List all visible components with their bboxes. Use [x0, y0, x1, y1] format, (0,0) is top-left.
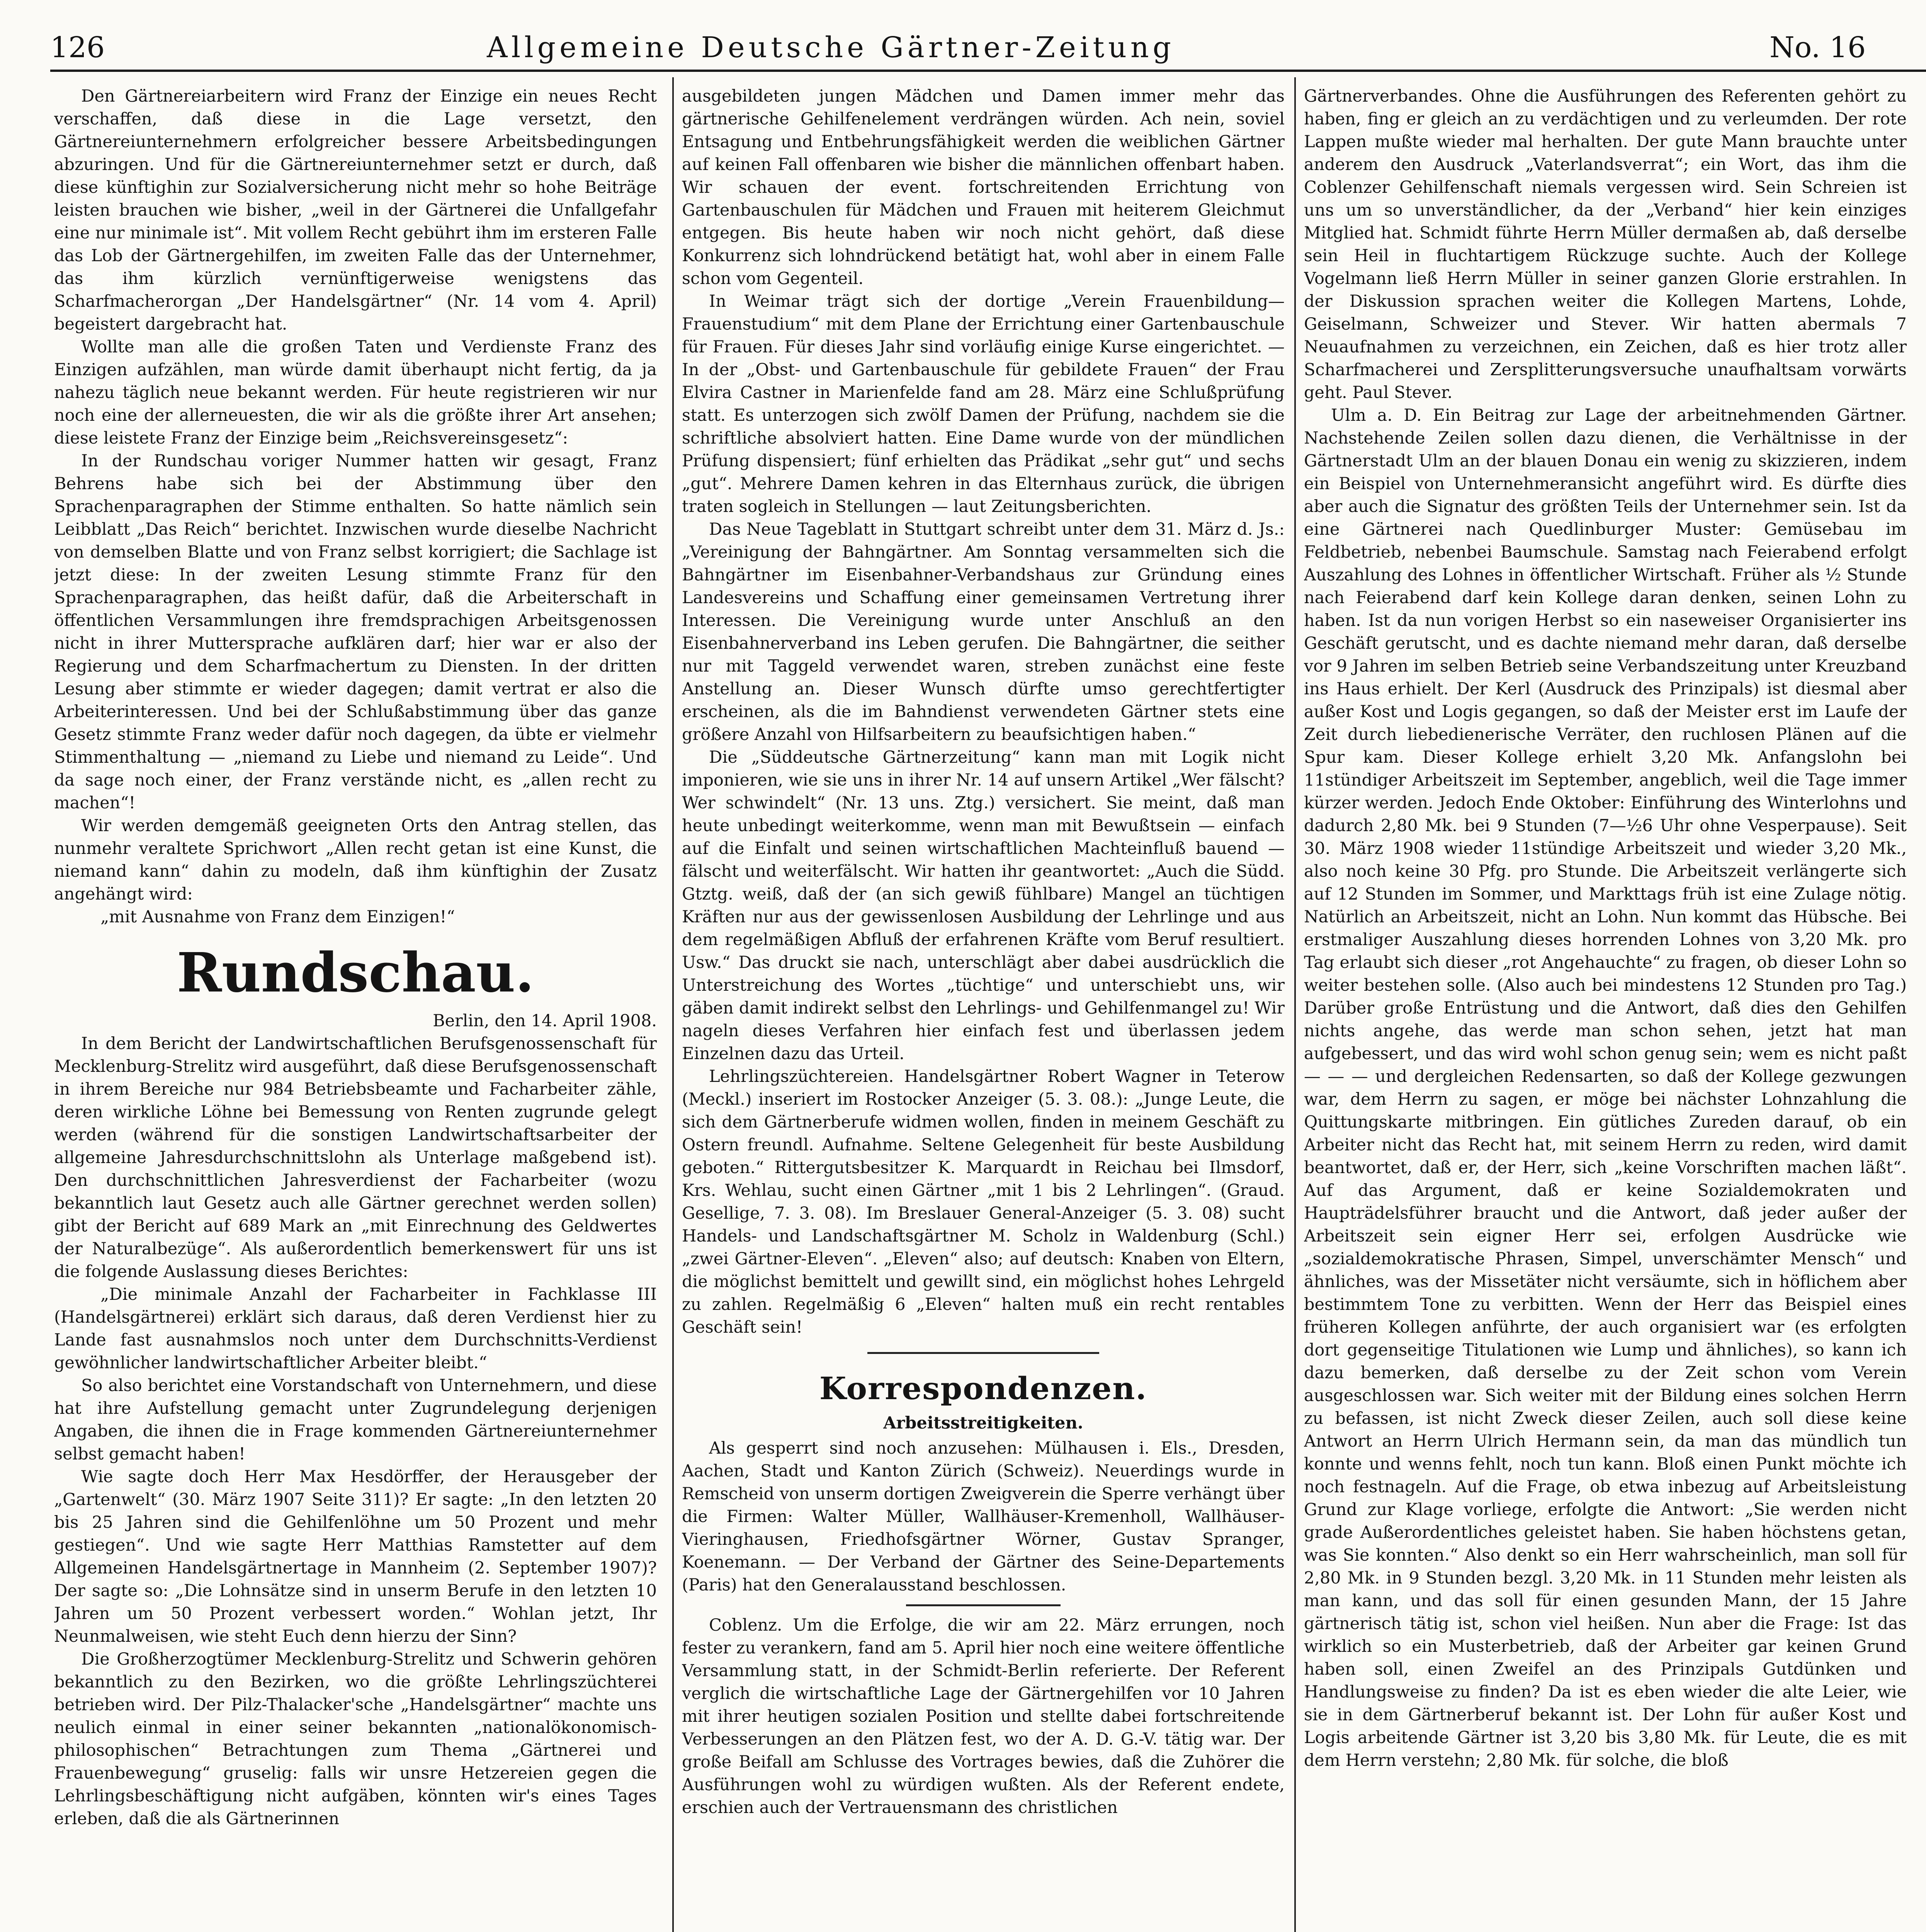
paragraph: Die „Süddeutsche Gärtnerzeitung“ kann man mit Logik nicht imponieren, wie sie uns in ihrer Nr. 14 auf unsern Artikel „Wer fälscht? Wer schwindelt“ (Nr. 13 uns. Ztg.) versichert. Sie meint, daß man heute unbedingt weiterkomme, wenn man mit Bewußtsein — einfach auf die Einfalt und seinen wirtschaftlichen Machteinfluß bauend — fälscht und weiterfälscht. Wir hatten ihr geantwortet: „Auch die Südd. Gtztg. weiß, daß der (an sich gewiß fühlbare) Mangel an tüchtigen Kräften nur aus der gewissenlosen Ausbildung der Lehrlinge und aus dem regelmäßigen Abfluß der erfahrenen Kräfte vom Beruf resultiert. Usw.“ Das druckt sie nach, unterschlägt aber dabei ausdrücklich die Unterstreichung des Wortes „tüchtige“ und unterschiebt uns, wir gäben damit indirekt selbst den Lehrlings- und Gehilfenmangel zu! Wir nageln dieses Verfahren hier einfach fest und überlassen jedem Einzelnen dazu das Urteil. — [682, 748, 1285, 1063]
paragraph: Wir werden demgemäß geeigneten Orts den Antrag stellen, das nunmehr veraltete Sprichwort „Allen recht getan ist eine Kunst, die niemand kann“ dahin zu modeln, daß ihm künftighin der Zusatz angehängt wird: — [54, 816, 657, 904]
paragraph: Den Gärtnereiarbeitern wird Franz der Einzige ein neues Recht verschaffen, daß diese in die Lage versetzt, den Gärtnereiunternehmern erfolgreicher bessere Arbeitsbedingungen abzuringen. Und für die Gärtnereiunternehmer setzt er durch, daß diese künftighin zur Sozialversicherung nicht mehr so hohe Beiträge leisten brauchen wie bisher, „weil in der Gärtnerei die Unfallgefahr eine nur minimale ist“. Mit vollem Recht gebührt ihm im ersteren Falle das Lob der Gärtnergehilfen, im zweiten Falle das der Unternehmer, das ihm kürzlich vernünftigerweise wenigstens das Scharfmacherorgan „Der Handelsgärtner“ (Nr. 14 vom 4. April) begeistert dargebracht hat. — [54, 87, 657, 334]
section-rule — [906, 1604, 1061, 1606]
paragraph: ausgebildeten jungen Mädchen und Damen immer mehr das gärtnerische Gehilfenelement verdrängen würden. Ach nein, soviel Entsagung und Entbehrungsfähigkeit werden die weiblichen Gärtner auf keinen Fall offenbaren wie bisher die männlichen offenbart haben. Wir schauen der event. fortschreitenden Errichtung von Gartenbauschulen für Mädchen und Frauen mit heiterem Gleichmut entgegen. Bis heute haben wir noch nicht gehört, daß diese Konkurrenz sich lohndrückend betätigt hat, wohl aber in einem Falle schon vom Gegenteil. — [682, 87, 1285, 288]
header-rule — [50, 70, 1926, 72]
dateline: Berlin, den 14. April 1908. — [433, 1011, 657, 1031]
paragraph: Wollte man alle die großen Taten und Verdienste Franz des Einzigen aufzählen, man würde damit überhaupt nicht fertig, da ja nahezu täglich neue bekannt werden. Für heute registrieren wir nur noch eine der allerneuesten, die wir als die größte ihrer Art ansehen; diese leistete Franz der Einzige beim „Reichsvereinsgesetz“: — [54, 337, 657, 448]
quote: „mit Ausnahme von Franz dem Einzigen!“ — [100, 907, 455, 927]
paragraph: So also berichtet eine Vorstandschaft von Unternehmern, und diese hat ihre Aufstellung gemacht unter Zugrundelegung derjenigen Angaben, die ihnen die in Frage kommenden Gärtnereiunternehmer selbst gemacht haben! — [54, 1376, 657, 1464]
paragraph: In dem Bericht der Landwirtschaftlichen Berufsgenossenschaft für Mecklenburg-Strelitz wird ausgeführt, daß diese Berufsgenossenschaft in ihrem Bereiche nur 984 Betriebsbeamte und Facharbeiter zähle, deren wirkliche Löhne bei Bemessung von Renten zugrunde gelegt werden (während für die sonstigen Landwirtschaftsarbeiter der allgemeine Jahresdurchschnittslohn als Unterlage maßgebend ist). Den durchschnittlichen Jahresverdienst der Facharbeiter (wozu bekanntlich laut Gesetz auch alle Gärtner gerechnet werden sollen) gibt der Bericht auf 689 Mark an „mit Einrechnung des Geldwertes der Naturalbezüge“. Als außerordentlich bemerkenswert für uns ist die folgende Auslassung dieses Berichtes: — [54, 1034, 657, 1281]
page-header — [50, 27, 1926, 81]
quote: „Die minimale Anzahl der Facharbeiter in Fachklasse III (Handelsgärtnerei) erklärt sich daraus, daß deren Verdienst hier zu Lande fast ausnahmslos noch unter dem Durchschnitts-Verdienst gewöhnlicher landwirtschaftlicher Arbeiter bleibt.“ — [54, 1285, 657, 1372]
column-2 — [682, 85, 1285, 1932]
column-divider — [1294, 77, 1296, 1932]
paragraph: In der Rundschau voriger Nummer hatten wir gesagt, Franz Behrens habe sich bei der Abstimmung über den Sprachenparagraphen der Stimme enthalten. So hatte nämlich sein Leibblatt „Das Reich“ berichtet. Inzwischen wurde dieselbe Nachricht von demselben Blatte und von Franz selbst korrigiert; die Sachlage ist jetzt diese: In der zweiten Lesung stimmte Franz für den Sprachenparagraphen, das heißt dafür, daß die Arbeiterschaft in öffentlichen Versammlungen ihre fremdsprachigen Arbeitsgenossen nicht in ihrer Muttersprache aufklären darf; hier war er also der Regierung und dem Scharfmachertum zu Diensten. In der dritten Lesung aber stimmte er wieder dagegen; damit vertrat er also die Arbeiterinteressen. Und bei der Schlußabstimmung über das ganze Gesetz stimmte Franz weder dafür noch dagegen, da übte er vielmehr Stimmenthaltung — „niemand zu Liebe und niemand zu Leide“. Und da sage noch einer, der Franz verstände nicht, es „allen recht zu machen“! — [54, 451, 657, 813]
column-3 — [1304, 85, 1907, 1932]
paragraph: Gärtnerverbandes. Ohne die Ausführungen des Referenten gehört zu haben, fing er gleich an zu verdächtigen und zu verleumden. Der rote Lappen mußte wieder mal herhalten. Der gute Mann brauchte unter anderem den Ausdruck „Vaterlandsverrat“; ein Wort, das ihm die Coblenzer Gehilfenschaft niemals vergessen wird. Sein Schreien ist uns um so unverständlicher, da der „Verband“ hier kein einziges Mitglied hat. Schmidt führte Herrn Müller dermaßen ab, daß derselbe sein Heil in fluchtartigem Rückzuge suchte. Auch der Kollege Vogelmann ließ Herrn Müller in seiner ganzen Glorie erstrahlen. In der Diskussion sprachen weiter die Kollegen Martens, Lohde, Geiselmann, Schweizer und Stever. Wir hatten abermals 7 Neuaufnahmen zu verzeichnen, ein Zeichen, daß es hier trotz aller Scharfmacherei und Zersplitterungsversuche unaufhaltsam vorwärts geht. Paul Stever. — [1304, 87, 1907, 402]
subheading-arbeitsstreitigkeiten: Arbeitsstreitigkeiten. — [883, 1413, 1083, 1433]
paragraph: Die Großherzogtümer Mecklenburg-Strelitz und Schwerin gehören bekanntlich zu den Bezirken, wo die größte Lehrlingszüchterei betrieben wird. Der Pilz-Thalacker'sche „Handelsgärtner“ machte uns neulich einmal in einer seiner bekannten „nationalökonomisch-philosophischen“ Betrachtungen zum Thema „Gärtnerei und Frauenbewegung“ gruselig: falls wir unsre Hetzereien gegen die Lehrlingsbeschäftigung nicht aufgäben, könnten wir's eines Tages erleben, daß die als Gärtnerinnen — [54, 1650, 657, 1828]
column-1 — [54, 85, 657, 1932]
column-divider — [672, 77, 674, 1932]
page-number: 126 — [50, 31, 105, 64]
section-heading-rundschau: Rundschau. — [177, 941, 534, 1005]
issue-number: No. 16 — [1770, 31, 1866, 64]
section-rule — [867, 1352, 1099, 1354]
paragraph: Lehrlingszüchtereien. Handelsgärtner Robert Wagner in Teterow (Meckl.) inseriert im Rostocker Anzeiger (5. 3. 08.): „Junge Leute, die sich dem Gärtnerberufe widmen wollen, finden in meinem Geschäft zu Ostern freundl. Aufnahme. Seltene Gelegenheit für beste Ausbildung geboten.“ Rittergutsbesitzer K. Marquardt in Reichau bei Ilmsdorf, Krs. Wehlau, sucht einen Gärtner „mit 1 bis 2 Lehrlingen“. (Graud. Gesellige, 7. 3. 08). Im Breslauer General-Anzeiger (5. 3. 08) sucht Handels- und Landschaftsgärtner M. Scholz in Waldenburg (Schl.) „zwei Gärtner-Eleven“. „Eleven“ also; auf deutsch: Knaben von Eltern, die möglichst bemittelt und gewillt sind, ein möglichst hohes Lehrgeld zu zahlen. Regelmäßig 6 „Eleven“ halten muß ein recht rentables Geschäft sein! — [682, 1067, 1285, 1337]
paragraph: In Weimar trägt sich der dortige „Verein Frauenbildung—Frauenstudium“ mit dem Plane der Errichtung einer Gartenbauschule für Frauen. Für dieses Jahr sind vorläufig einige Kurse eingerichtet. — In der „Obst- und Gartenbauschule für gebildete Frauen“ der Frau Elvira Castner in Marienfelde fand am 28. März eine Schlußprüfung statt. Es unterzogen sich zwölf Damen der Prüfung, nachdem sie die schriftliche absolviert hatten. Eine Dame wurde von der mündlichen Prüfung dispensiert; fünf erhielten das Prädikat „sehr gut“ und sechs „gut“. Mehrere Damen kehren in das Elternhaus zurück, die übrigen traten sogleich in Stellungen — laut Zeitungsberichten. — [682, 292, 1285, 516]
paragraph: Ulm a. D. Ein Beitrag zur Lage der arbeitnehmenden Gärtner. Nachstehende Zeilen sollen dazu dienen, die Verhältnisse in der Gärtnerstadt Ulm an der blauen Donau ein wenig zu skizzieren, indem ein Beispiel von Unternehmeransicht angeführt wird. Es dürfte dies aber auch die Signatur des größten Teils der Unternehmer sein. Ist da eine Gärtnerei nach Quedlinburger Muster: Gemüsebau im Feldbetrieb, nebenbei Baumschule. Samstag nach Feierabend erfolgt Auszahlung des Lohnes in öffentlicher Wirtschaft. Früher als ½ Stunde nach Feierabend darf kein Kollege daran denken, seinen Lohn zu haben. Ist da nun vorigen Herbst so ein naseweiser Organisierter ins Geschäft gerutscht, und es dachte niemand mehr daran, daß derselbe vor 9 Jahren im selben Betrieb seine Verbandszeitung unter Kreuzband ins Haus erhielt. Der Kerl (Ausdruck des Prinzipals) ist diesmal aber außer Kost und Logis gegangen, so daß der Meister erst im Laufe der Zeit durch liebedienerische Verräter, den ruchlosen Plänen auf die Spur kam. Dieser Kollege erhielt 3,20 Mk. Anfangslohn bei 11stündiger Arbeitszeit im September, angeblich, weil die Tage immer kürzer werden. Jedoch Ende Oktober: Einführung des Winterlohns und dadurch 2,80 Mk. bei 9 Stunden (7—½6 Uhr ohne Vesperpause). Seit 30. März 1908 wieder 11stündige Arbeitszeit und wieder 3,20 Mk., also noch keine 30 Pfg. pro Stunde. Die Arbeitszeit verlängerte sich auf 12 Stunden im Sommer, und Markttags früh ist eine Zulage nötig. Natürlich an Arbeitszeit, nicht an Lohn. Nun kommt das Hübsche. Bei erstmaliger Auszahlung dieses horrenden Lohnes von 3,20 Mk. pro Tag erlaubt sich dieser „rot Angehauchte“ zu fragen, ob dieser Lohn so weiter bestehen solle. (Also auch bei mindestens 12 Stunden pro Tag.) Darüber große Entrüstung und die Antwort, daß dies den Gehilfen nichts angehe, das werde man schon sehen, jetzt hat man aufgebessert, und das wird wohl schon genug sein; wem es nicht paßt — — — und dergleichen Redensarten, so daß der Kollege gezwungen war, dem Herrn zu sagen, er möge bei nächster Lohnzahlung die Quittungskarte mitbringen. Ein gütliches Zureden darauf, ob ein Arbeiter nicht das Recht hat, mit seinem Herrn zu reden, wird damit beantwortet, daß er, der Herr, sich „keine Vorschriften machen läßt“. Auf das Argument, daß er keine Sozialdemokraten und Haupträdelsführer braucht und die Antwort, daß jeder außer der Arbeitszeit sein eigner Herr sei, erfolgen Ausdrücke wie „sozialdemokratische Phrasen, Simpel, unverschämter Mensch“ und ähnliches, was der Missetäter nicht versäumte, sich in höflichem aber bestimmtem Tone zu verbitten. Wenn der Herr das Beispiel eines früheren Kollegen anführte, der auch organisiert war (es erfolgten dort gegenseitige Titulationen wie Lump und ähnliches), so kann ich dazu bemerken, daß derselbe zu der Zeit schon vom Verein ausgeschlossen war. Sich weiter mit der Bildung eines solchen Herrn zu befassen, ist nicht Zweck dieser Zeilen, auch soll diese keine Antwort an Herrn Ulrich Hermann sein, da man das mündlich tun konnte und wenns fehlt, noch tun kann. Bloß einen Punkt möchte ich noch festnageln. Auf die Frage, ob etwa inbezug auf Arbeitsleistung Grund zur Klage vorliege, erfolgte die Antwort: „Sie werden nicht grade Außerordentliches geleistet haben. Sie haben höchstens getan, was Sie konnten.“ Also denkt so ein Herr wahrscheinlich, man soll für 2,80 Mk. in 9 Stunden bezgl. 3,20 Mk. in 11 Stunden mehr leisten als man kann, und das soll für einen gesunden Mann, der 15 Jahre gärtnerisch tätig ist, schon viel heißen. Nun aber die Frage: Ist das wirklich so ein Musterbetrieb, daß der Arbeiter gar keinen Grund haben soll, einen Zweifel an des Prinzipals Gutdünken und Handlungsweise zu finden? Da ist es eben wieder die alte Leier, wie sie in dem Gärtnerberuf bekannt ist. Der Lohn für außer Kost und Logis arbeitende Gärtner ist 3,20 bis 3,80 Mk. für Leute, die es mit dem Herrn verstehn; 2,80 Mk. für solche, die bloß — [1304, 406, 1907, 1770]
paragraph: Coblenz. Um die Erfolge, die wir am 22. März errungen, noch fester zu verankern, fand am 5. April hier noch eine weitere öffentliche Versammlung statt, in der Schmidt-Berlin referierte. Der Referent verglich die wirtschaftliche Lage der Gärtnergehilfen vor 10 Jahren mit ihrer heutigen sozialen Position und stellte dabei fortschreitende Verbesserungen an den Plätzen fest, wo der A. D. G.-V. tätig war. Der große Beifall am Schlusse des Vortrages bewies, daß die Zuhörer die Ausführungen wohl zu würdigen wußten. Als der Referent endete, erschien auch der Vertrauensmann des christlichen — [682, 1616, 1285, 1817]
section-heading-korrespondenzen: Korrespondenzen. — [819, 1370, 1147, 1406]
newspaper-title: Allgemeine Deutsche Gärtner-Zeitung — [487, 31, 1175, 64]
paragraph: Als gesperrt sind noch anzusehen: Mülhausen i. Els., Dresden, Aachen, Stadt und Kanton Zürich (Schweiz). Neuerdings wurde in Remscheid von unserm dortigen Zweigverein die Sperre verhängt über die Firmen: Walter Müller, Wallhäuser-Kremenholl, Wallhäuser-Vieringhausen, Friedhofsgärtner Wörner, Gustav Spranger, Koenemann. — Der Verband der Gärtner des Seine-Departements (Paris) hat den Generalausstand beschlossen. — [682, 1439, 1285, 1595]
paragraph: Wie sagte doch Herr Max Hesdörffer, der Herausgeber der „Gartenwelt“ (30. März 1907 Seite 311)? Er sagte: „In den letzten 20 bis 25 Jahren sind die Gehilfenlöhne um 50 Prozent und mehr gestiegen“. Und wie sagte Herr Matthias Ramstetter auf dem Allgemeinen Handelsgärtnertage in Mannheim (2. September 1907)? Der sagte so: „Die Lohnsätze sind in unserm Berufe in den letzten 10 Jahren um 50 Prozent verbessert worden.“ Wohlan jetzt, Ihr Neunmalweisen, wie steht Euch denn hierzu der Sinn? — [54, 1467, 657, 1646]
paragraph: Das Neue Tageblatt in Stuttgart schreibt unter dem 31. März d. Js.: „Vereinigung der Bahngärtner. Am Sonntag versammelten sich die Bahngärtner im Eisenbahner-Verbandshaus zur Gründung eines Landesvereins und Schaffung einer gemeinsamen Vertretung ihrer Interessen. Die Vereinigung wurde unter Anschluß an den Eisenbahnerverband ins Leben gerufen. Die Bahngärtner, die seither nur mit Taggeld verwendet waren, streben zunächst eine feste Anstellung an. Dieser Wunsch dürfte umso gerechtfertigter erscheinen, als die im Bahndienst verwendeten Gärtner stets eine größere Anzahl von Hilfsarbeitern zu beaufsichtigen haben.“ — [682, 520, 1285, 744]
